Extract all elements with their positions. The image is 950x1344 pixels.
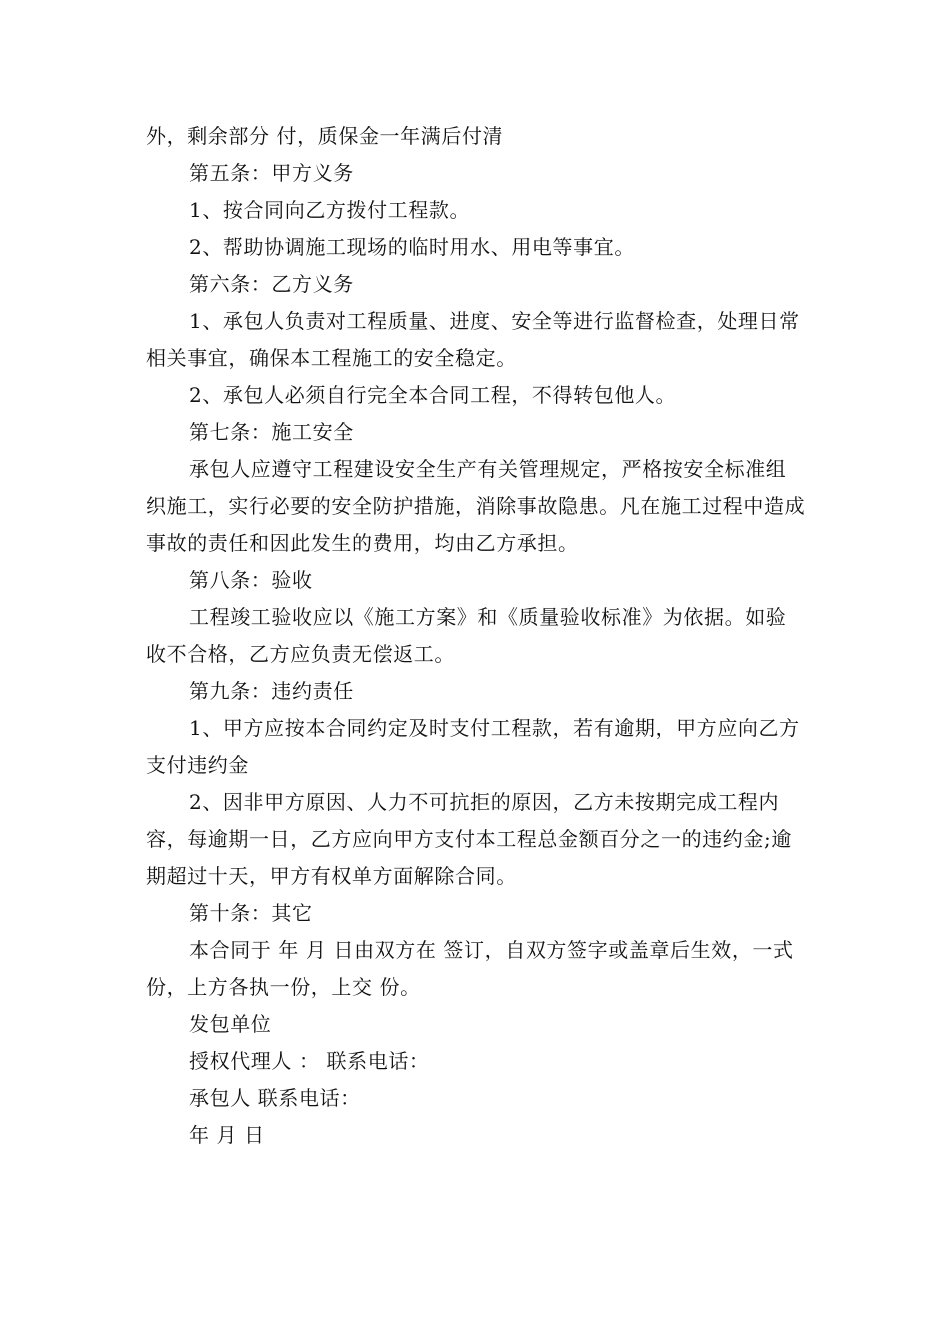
paragraph-payment-terms: 外，剩余部分 付，质保金一年满后付清	[146, 124, 504, 148]
document-body	[146, 118, 806, 1154]
article-7-body: 承包人应遵守工程建设安全生产有关管理规定，严格按安全标准组织施工，实行必要的安全防护措施，消除事故隐患。凡在施工过程中造成事故的责任和因此发生的费用，均由乙方承担。	[146, 457, 806, 555]
article-7-heading: 第七条：施工安全	[189, 420, 354, 444]
article-5-item-1: 1、按合同向乙方拨付工程款。	[189, 198, 471, 222]
article-8-body: 工程竣工验收应以《施工方案》和《质量验收标准》为依据。如验收不合格，乙方应负责无偿返工。	[146, 605, 787, 666]
signature-employer: 发包单位	[189, 1012, 272, 1036]
article-6-item-2: 2、承包人必须自行完全本合同工程，不得转包他人。	[189, 383, 677, 407]
signature-authorized-agent: 授权代理人 ： 联系电话：	[189, 1049, 430, 1073]
signature-contractor: 承包人 联系电话：	[189, 1086, 361, 1110]
article-9-heading: 第九条：违约责任	[189, 679, 354, 703]
article-9-item-2: 2、因非甲方原因、人力不可抗拒的原因，乙方未按期完成工程内容，每逾期一日，乙方应向甲方支付本工程总金额百分之一的违约金;逾期超过十天，甲方有权单方面解除合同。	[146, 790, 792, 888]
article-8-heading: 第八条：验收	[189, 568, 313, 592]
signature-date: 年 月 日	[189, 1123, 265, 1147]
article-5-heading: 第五条：甲方义务	[189, 161, 354, 185]
article-6-item-1: 1、承包人负责对工程质量、进度、安全等进行监督检查，处理日常相关事宜，确保本工程施工的安全稳定。	[146, 309, 800, 370]
article-10-heading: 第十条：其它	[189, 901, 313, 925]
article-9-item-1: 1、甲方应按本合同约定及时支付工程款，若有逾期，甲方应向乙方支付违约金	[146, 716, 800, 777]
article-6-heading: 第六条：乙方义务	[189, 272, 354, 296]
article-10-body: 本合同于 年 月 日由双方在 签订，自双方签字或盖章后生效，一式 份，上方各执一份，上交 份。	[146, 938, 794, 999]
article-5-item-2: 2、帮助协调施工现场的临时用水、用电等事宜。	[189, 235, 635, 259]
